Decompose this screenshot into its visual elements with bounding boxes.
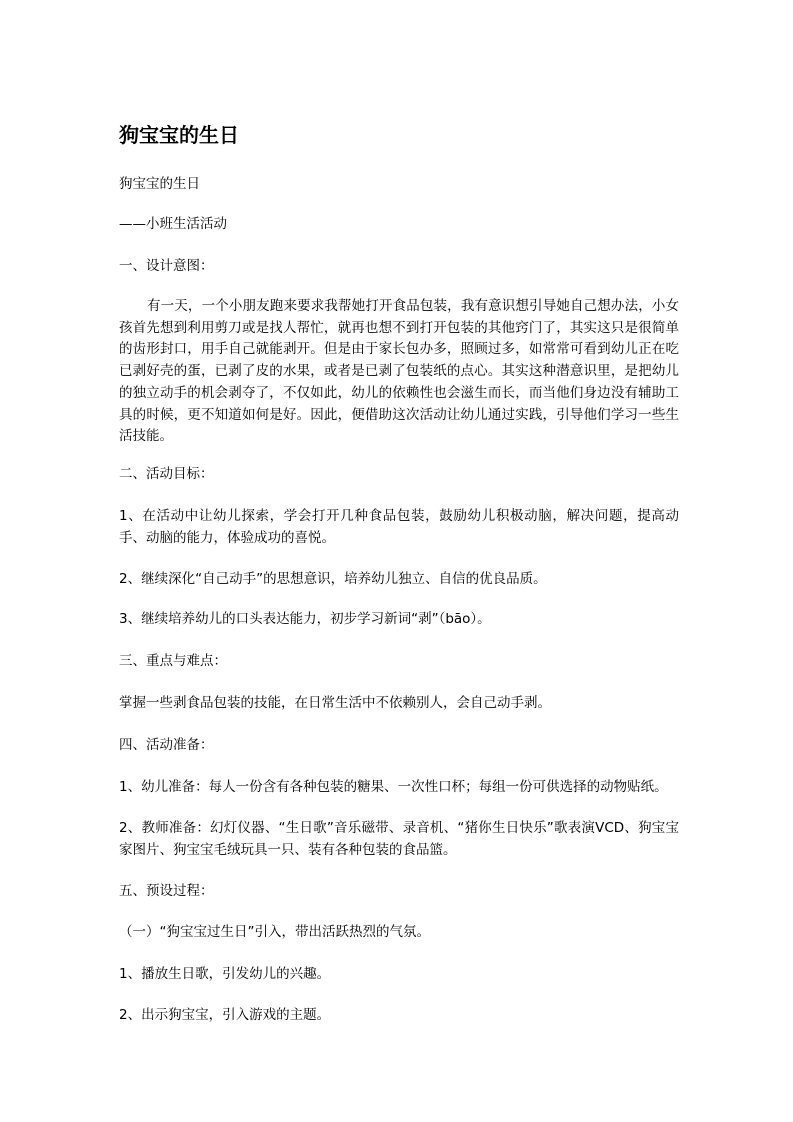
section-heading-goals: 二、活动目标：: [119, 466, 214, 482]
section-heading-design-intent: 一、设计意图：: [119, 258, 214, 274]
section-heading-preparation: 四、活动准备：: [119, 737, 214, 753]
goal-item-2: 2、继续深化“自己动手”的思想意识，培养幼儿独立、自信的优良品质。: [119, 571, 547, 587]
section-heading-key-points: 三、重点与难点：: [119, 653, 227, 669]
key-points-text: 掌握一些剥食品包装的技能，在日常生活中不依赖别人，会自己动手剥。: [119, 695, 551, 711]
process-step-2: 2、出示狗宝宝，引入游戏的主题。: [119, 1007, 331, 1023]
preparation-item-2: 2、教师准备：幻灯仪器、“生日歌”音乐磁带、录音机、“猪你生日快乐”歌表演VCD、狗宝宝家图片、狗宝宝毛绒玩具一只、装有各种包装的食品篮。: [119, 820, 679, 858]
activity-category: ——小班生活活动: [119, 216, 227, 232]
process-step-1: 1、播放生日歌，引发幼儿的兴趣。: [119, 966, 331, 982]
goal-item-1: 1、在活动中让幼儿探索，学会打开几种食品包装，鼓励幼儿积极动脑，解决问题，提高动手、动脑的能力，体验成功的喜悦。: [119, 508, 679, 546]
design-intent-paragraph: 有一天，一个小朋友跑来要求我帮她打开食品包装，我有意识想引导她自己想办法，小女孩首先想到利用剪刀或是找人帮忙，就再也想不到打开包装的其他窍门了，其实这只是很简单的齿形封口，用手自己就能剥开。但是由于家长包办多，照顾过多，如常常可看到幼儿正在吃已剥好壳的蛋，已剥了皮的水果，或者是已剥了包装纸的点心。其实这种潜意识里，是把幼儿的独立动手的机会剥夺了，不仅如此，幼儿的依赖性也会滋生而长，而当他们身边没有辅助工具的时候，更不知道如何是好。因此，便借助这次活动让幼儿通过实践，引导他们学习一些生活技能。: [119, 298, 679, 445]
section-heading-process: 五、预设过程：: [119, 883, 214, 899]
document-title: 狗宝宝的生日: [119, 123, 239, 147]
preparation-item-1: 1、幼儿准备：每人一份含有各种包装的糖果、一次性口杯；每组一份可供选择的动物贴纸。: [119, 779, 668, 795]
goal-item-3: 3、继续培养幼儿的口头表达能力，初步学习新词“剥”（bāo）。: [119, 611, 491, 627]
process-intro: （一）“狗宝宝过生日”引入，带出活跃热烈的气氛。: [119, 924, 430, 940]
document-subtitle: 狗宝宝的生日: [119, 176, 200, 192]
